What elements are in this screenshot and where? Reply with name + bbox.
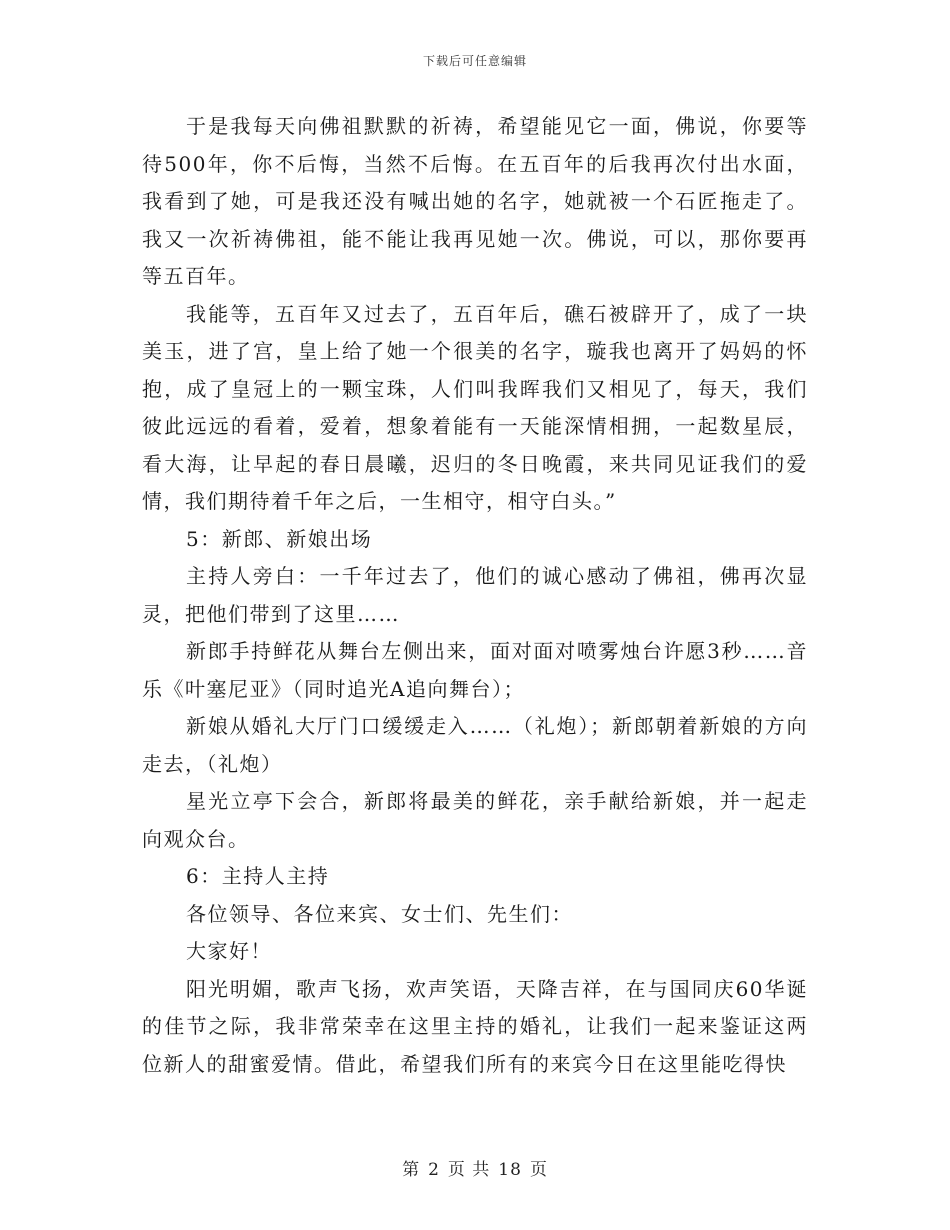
document-body bbox=[142, 108, 808, 1083]
paragraph-2: 我能等，五百年又过去了，五百年后，礁石被辟开了，成了一块美玉，进了宫，皇上给了她一个很美的名字，璇我也离开了妈妈的怀抱，成了皇冠上的一颗宝珠，人们叫我晖我们又相见了，每天，我们彼此远远的看着，爱着，想象着能有一天能深情相拥，一起数星辰，看大海，让早起的春日晨曦，迟归的冬日晚霞，来共同见证我们的爱情，我们期待着千年之后，一生相守，相守白头。” bbox=[142, 301, 808, 513]
paragraph-4: 新郎手持鲜花从舞台左侧出来，面对面对喷雾烛台许愿3秒……音乐《叶塞尼亚》（同时追光A追向舞台）； bbox=[142, 639, 808, 701]
paragraph-9: 阳光明媚，歌声飞扬，欢声笑语，天降吉祥，在与国同庆60华诞的佳节之际，我非常荣幸在这里主持的婚礼，让我们一起来鉴证这两位新人的甜蜜爱情。借此，希望我们所有的来宾今日在这里能吃得快 bbox=[142, 976, 808, 1076]
page-footer bbox=[0, 1155, 950, 1180]
paragraph-3: 主持人旁白：一千年过去了，他们的诚心感动了佛祖，佛再次显灵，把他们带到了这里…… bbox=[142, 564, 808, 626]
paragraph-8: 大家好！ bbox=[186, 939, 272, 963]
footer-total-pages: 18 bbox=[498, 1160, 522, 1180]
paragraph-1: 于是我每天向佛祖默默的祈祷，希望能见它一面，佛说，你要等待500年，你不后悔，当然不后悔。在五百年的后我再次付出水面，我看到了她，可是我还没有喊出她的名字，她就被一个石匠拖走了。我又一次祈祷佛祖，能不能让我再见她一次。佛说，可以，那你要再等五百年。 bbox=[142, 114, 808, 288]
page-header: 下载后可任意编辑 bbox=[422, 54, 527, 68]
footer-page-number: 2 bbox=[428, 1160, 440, 1180]
section-heading-6: 6：主持人主持 bbox=[186, 864, 330, 888]
footer-middle: 页 共 bbox=[447, 1160, 491, 1180]
paragraph-5: 新娘从婚礼大厅门口缓缓走入……（礼炮）；新郎朝着新娘的方向走去，（礼炮） bbox=[142, 714, 808, 776]
paragraph-6: 星光立亭下会合，新郎将最美的鲜花，亲手献给新娘，并一起走向观众台。 bbox=[142, 789, 808, 851]
footer-suffix: 页 bbox=[529, 1160, 548, 1180]
paragraph-7: 各位领导、各位来宾、女士们、先生们： bbox=[186, 901, 573, 926]
section-heading-5: 5：新郎、新娘出场 bbox=[186, 526, 373, 551]
footer-prefix: 第 bbox=[402, 1160, 421, 1180]
